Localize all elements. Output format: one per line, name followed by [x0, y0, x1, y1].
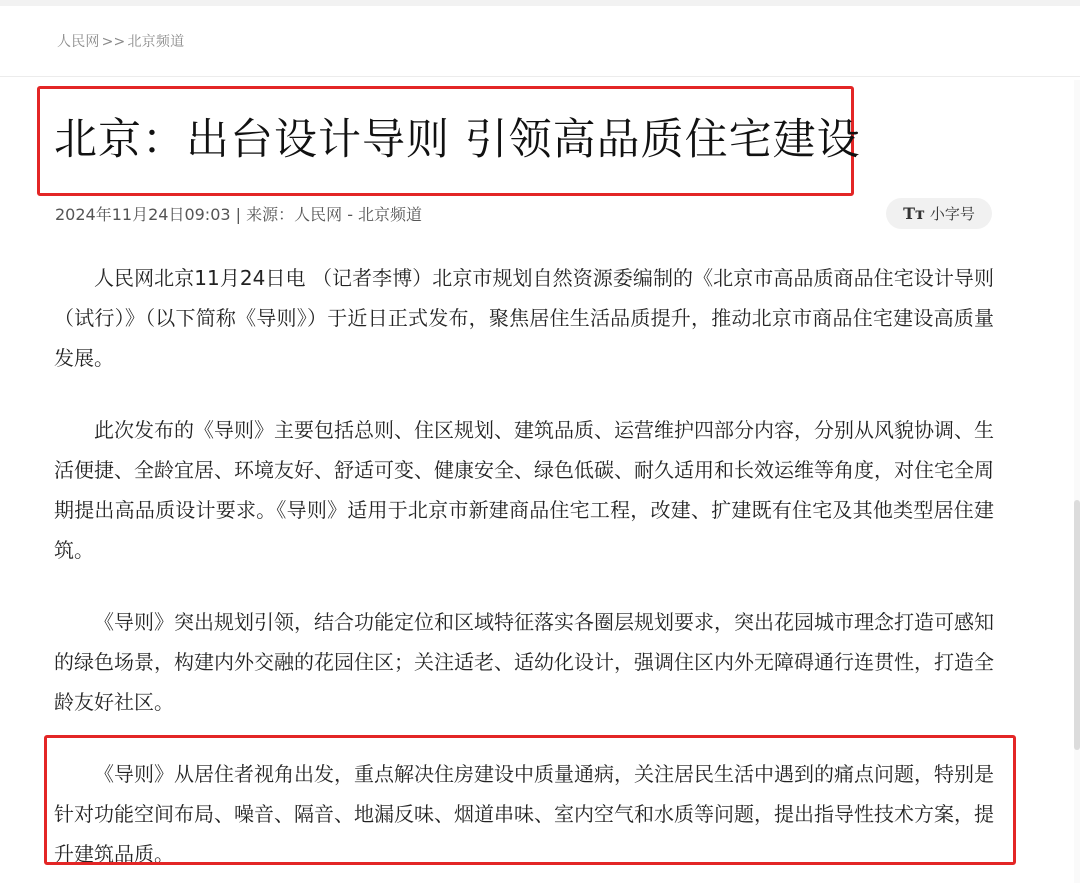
scrollbar-thumb[interactable]	[1074, 500, 1080, 750]
article-paragraph-3: 《导则》突出规划引领，结合功能定位和区域特征落实各圈层规划要求，突出花园城市理念打造可感知的绿色场景，构建内外交融的花园住区；关注适老、适幼化设计，强调住区内外无障碍通行连贯性，打造全龄友好社区。	[54, 610, 994, 714]
article-meta: 2024年11月24日09:03 | 来源：人民网 - 北京频道	[55, 205, 423, 224]
font-size-toggle-label: 小字号	[929, 205, 975, 223]
article-paragraph-1: 人民网北京11月24日电 （记者李博）北京市规划自然资源委编制的《北京市高品质商品住宅设计导则（试行）》（以下简称《导则》）于近日正式发布，聚焦居住生活品质提升，推动北京市商品住宅建设高质量发展。	[54, 266, 994, 370]
paragraph-highlight-box	[44, 735, 1016, 865]
scrollbar-track[interactable]	[1074, 80, 1080, 883]
article-paragraph-4: 《导则》从居住者视角出发，重点解决住房建设中质量通病，关注居民生活中遇到的痛点问题，特别是针对功能空间布局、噪音、隔音、地漏反味、烟道串味、室内空气和水质等问题，提出指导性技术方案，提升建筑品质。	[54, 762, 994, 866]
breadcrumb-channel-link[interactable]: 北京频道	[127, 34, 185, 50]
font-size-icon: Tт	[903, 204, 925, 223]
breadcrumb	[57, 31, 184, 51]
header-divider	[0, 76, 1080, 77]
article-title: 北京：出台设计导则 引领高品质住宅建设	[54, 115, 861, 165]
article-paragraph-2: 此次发布的《导则》主要包括总则、住区规划、建筑品质、运营维护四部分内容，分别从风貌协调、生活便捷、全龄宜居、环境友好、舒适可变、健康安全、绿色低碳、耐久适用和长效运维等角度，对住宅全周期提出高品质设计要求。《导则》适用于北京市新建商品住宅工程，改建、扩建既有住宅及其他类型居住建筑。	[54, 418, 994, 562]
top-strip	[0, 0, 1080, 6]
breadcrumb-home-link[interactable]: 人民网	[57, 34, 100, 50]
font-size-toggle-button[interactable]	[886, 198, 992, 229]
breadcrumb-separator: >>	[101, 34, 126, 50]
